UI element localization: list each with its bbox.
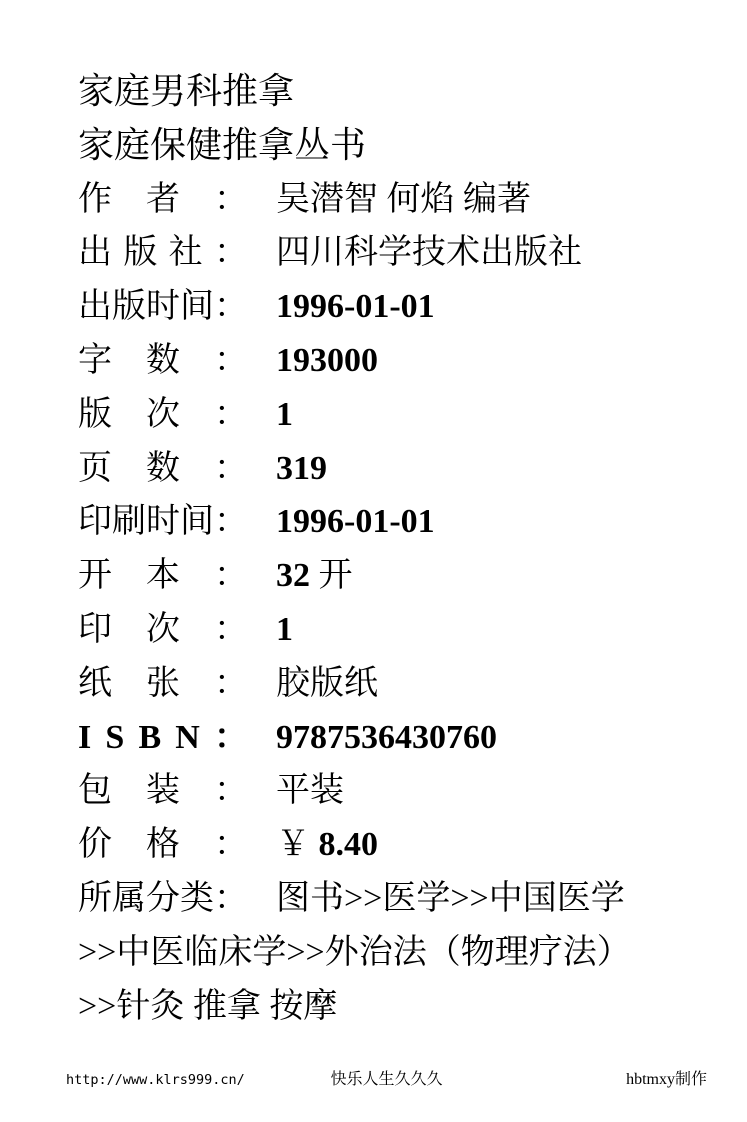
info-value	[276, 450, 327, 487]
info-value-segment: 8.40	[318, 826, 378, 864]
info-label: 出版时间：	[78, 288, 248, 326]
info-value-segment: 319	[276, 449, 327, 487]
info-value	[276, 772, 344, 809]
info-row	[78, 388, 717, 442]
info-value	[276, 826, 378, 863]
info-label: 价格：	[78, 826, 248, 864]
info-value-segment: ￥	[276, 826, 319, 864]
info-value	[78, 934, 631, 971]
info-row	[78, 495, 717, 549]
info-label: 所属分类：	[78, 879, 248, 917]
info-value	[276, 557, 353, 594]
info-value-segment: >>中医临床学>>外治法（物理疗法）	[78, 933, 631, 971]
info-value-segment: 四川科学技术出版社	[276, 234, 582, 272]
info-value	[276, 288, 435, 325]
info-row	[78, 442, 717, 496]
info-row	[78, 603, 717, 657]
info-label: 作者：	[78, 180, 248, 218]
info-row	[78, 549, 717, 603]
info-value-segment: 1996-01-01	[276, 288, 435, 326]
info-row	[78, 764, 717, 818]
series-title: 家庭保健推拿丛书	[78, 124, 367, 165]
info-label: 版次：	[78, 395, 248, 433]
info-label: 出版社：	[78, 234, 248, 272]
info-row	[78, 280, 717, 334]
info-label: 字数：	[78, 341, 248, 379]
info-value	[276, 665, 378, 702]
info-value-segment: 1996-01-01	[276, 503, 435, 541]
info-value-segment: 1	[276, 395, 293, 433]
info-row	[78, 657, 717, 711]
info-label: I S B N ：	[78, 718, 248, 756]
info-value	[276, 611, 293, 648]
info-label: 印刷时间：	[78, 503, 248, 541]
book-info-list	[78, 173, 717, 1034]
info-value	[276, 181, 531, 218]
info-value	[276, 396, 293, 433]
info-value-segment: 1	[276, 610, 293, 648]
info-value	[276, 880, 625, 917]
footer-url: http://www.klrs999.cn/	[66, 1072, 245, 1088]
info-value-segment: 胶版纸	[276, 664, 378, 702]
info-label: 开本：	[78, 557, 248, 595]
info-value-segment: 9787536430760	[276, 718, 497, 756]
info-value	[276, 234, 582, 271]
info-row	[78, 334, 717, 388]
info-value-segment: 32	[276, 557, 310, 595]
info-value-segment: >>针灸 推拿 按摩	[78, 987, 338, 1025]
info-row	[78, 173, 717, 227]
info-value-segment: 开	[310, 557, 353, 595]
info-value-segment: 193000	[276, 341, 378, 379]
info-label: 纸张：	[78, 664, 248, 702]
info-label: 页数：	[78, 449, 248, 487]
info-value	[276, 342, 378, 379]
page-footer	[66, 1068, 707, 1092]
info-row	[78, 711, 717, 765]
info-row	[78, 818, 717, 872]
info-label: 印次：	[78, 610, 248, 648]
book-title: 家庭男科推拿	[78, 71, 295, 111]
info-value	[276, 719, 497, 756]
info-row	[78, 226, 717, 280]
info-value-segment: 图书>>医学>>中国医学	[276, 879, 625, 917]
footer-site-name: 快乐人生久久久	[330, 1071, 443, 1088]
info-value-segment: 吴潜智 何焰 编著	[276, 180, 531, 218]
info-row	[78, 926, 717, 980]
info-value	[78, 988, 337, 1025]
info-label: 包装：	[78, 772, 248, 810]
info-row	[78, 980, 717, 1034]
info-value-segment: 平装	[276, 772, 344, 810]
footer-maker: hbtmxy制作	[626, 1071, 708, 1088]
info-row	[78, 872, 717, 926]
info-value	[276, 503, 435, 540]
